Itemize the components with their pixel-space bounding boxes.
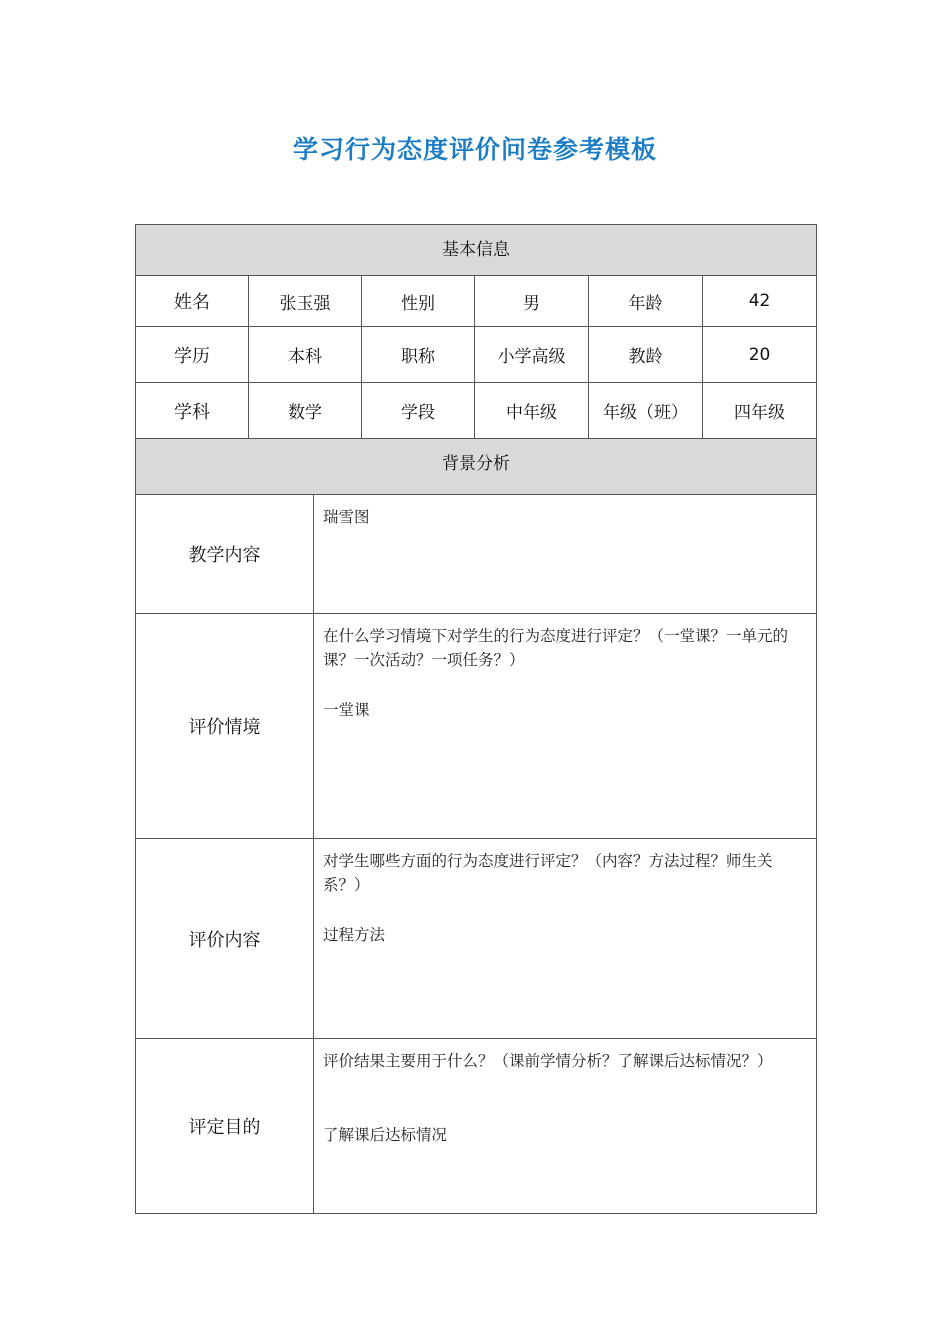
education-value: 本科 — [249, 327, 362, 383]
education-label: 学历 — [136, 327, 249, 383]
school-stage-value: 中年级 — [475, 383, 589, 439]
evaluation-content-cell — [314, 839, 817, 1039]
school-stage-label: 学段 — [362, 383, 475, 439]
basic-info-row — [136, 383, 817, 439]
title-rank-label: 职称 — [362, 327, 475, 383]
title-rank-value: 小学高级 — [475, 327, 589, 383]
evaluation-purpose-question: 评价结果主要用于什么？（课前学情分析？了解课后达标情况？） — [323, 1052, 773, 1070]
gender-label: 性别 — [362, 276, 475, 327]
subject-value: 数学 — [249, 383, 362, 439]
teaching-content-cell — [314, 495, 817, 614]
evaluation-form-table — [135, 224, 817, 1214]
subject-label: 学科 — [136, 383, 249, 439]
teaching-content-label: 教学内容 — [136, 495, 314, 614]
evaluation-content-label: 评价内容 — [136, 839, 314, 1039]
section-row — [136, 495, 817, 614]
teaching-content-text: 瑞雪图 — [323, 508, 370, 526]
evaluation-context-label: 评价情境 — [136, 614, 314, 839]
teaching-years-value: 20 — [703, 327, 817, 383]
age-value: 42 — [703, 276, 817, 327]
name-label: 姓名 — [136, 276, 249, 327]
teaching-years-label: 教龄 — [589, 327, 703, 383]
evaluation-context-answer: 一堂课 — [323, 701, 370, 719]
basic-info-row — [136, 327, 817, 383]
section-row — [136, 839, 817, 1039]
name-value: 张玉强 — [249, 276, 362, 327]
grade-class-value: 四年级 — [703, 383, 817, 439]
age-label: 年龄 — [589, 276, 703, 327]
evaluation-content-answer: 过程方法 — [323, 926, 386, 944]
evaluation-context-cell — [314, 614, 817, 839]
section-row — [136, 614, 817, 839]
basic-info-row — [136, 276, 817, 327]
section-row — [136, 1039, 817, 1214]
grade-class-label: 年级（班） — [589, 383, 703, 439]
gender-value: 男 — [475, 276, 589, 327]
background-analysis-header: 背景分析 — [136, 439, 817, 495]
evaluation-purpose-cell — [314, 1039, 817, 1214]
evaluation-purpose-label: 评定目的 — [136, 1039, 314, 1214]
evaluation-purpose-answer: 了解课后达标情况 — [323, 1126, 448, 1144]
document-title: 学习行为态度评价问卷参考模板 — [292, 135, 657, 164]
evaluation-context-question: 在什么学习情境下对学生的行为态度进行评定？（一堂课？一单元的课？一次活动？一项任务？） — [323, 627, 789, 669]
evaluation-content-question: 对学生哪些方面的行为态度进行评定？（内容？方法过程？师生关系？） — [323, 852, 773, 894]
basic-info-header: 基本信息 — [136, 225, 817, 276]
